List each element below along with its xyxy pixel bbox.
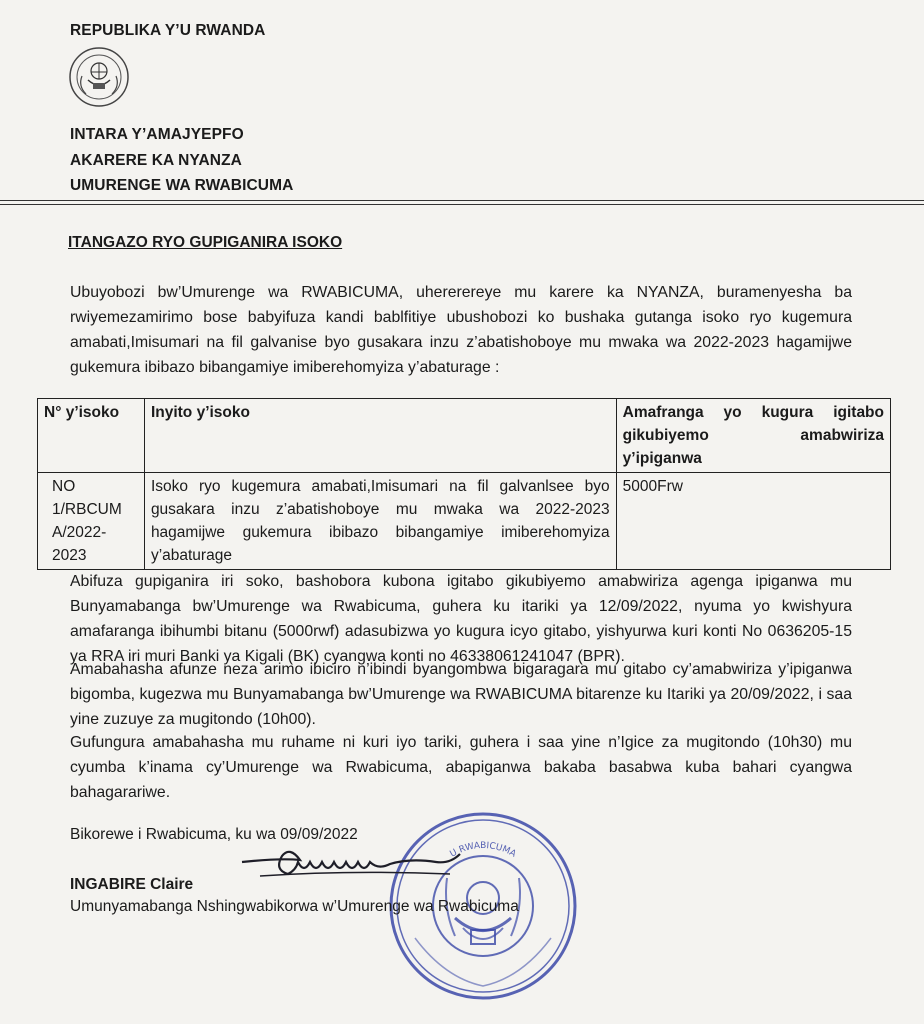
intro-paragraph: Ubuyobozi bw’Umurenge wa RWABICUMA, uhererereye mu karere ka NYANZA, buramenyesha ba rwiyemezamirimo bose babyifuza kandi bablfitiye ubushobozi ko bushaka gutanga isoko ryo kugemura amabati,Imisumari na fil galvanise byo gusakara inzu z’abatishoboye mu mwaka wa 2022-2023 hagamijwe gukemura ibibazo bibangamiye imiberehomyiza y’abaturage : xyxy=(70,284,852,376)
body-paragraph-1: Abifuza gupiganira iri soko, bashobora kubona igitabo gikubiyemo amabwiriza agenga ipiganwa mu Bunyamabanga bw’Umurenge wa Rwabicuma, guhera ku itariki ya 12/09/2022, nyuma yo kwishyura amafaranga ibihumbi bitanu (5000rwf) adasubizwa yo kugura icyo gitabo, yishyurwa kuri konti No 0636205-15 ya RRA iri muri Banki ya Kigali (BK) cyangwa konti no 46338061241047 (BPR). xyxy=(70,573,852,665)
province-name: INTARA Y’AMAJYEPFO xyxy=(70,126,244,143)
signatory-role: Umunyamabanga Nshingwabikorwa w’Umurenge wa Rwabicuma xyxy=(70,898,519,915)
republic-name: REPUBLIKA Y’U RWANDA xyxy=(70,22,266,39)
tender-number-cell: NO 1/RBCUM A/2022-2023 xyxy=(38,473,145,570)
header-tender-name: Inyito y’isoko xyxy=(144,399,616,473)
table-header-row xyxy=(38,399,891,473)
tender-price-cell: 5000Frw xyxy=(616,473,890,570)
tender-name-cell: Isoko ryo kugemura amabati,Imisumari na fil galvanlsee byo gusakara inzu z’abatishoboye mu mwaka wa 2022-2023 hagamijwe gukemura ibibazo bibangamiye imiberehomyiza y’abaturage xyxy=(144,473,616,570)
sector-name: UMURENGE WA RWABICUMA xyxy=(70,177,294,194)
header-divider-secondary xyxy=(0,204,924,205)
notice-title: ITANGAZO RYO GUPIGANIRA ISOKO xyxy=(68,234,343,251)
body-paragraph-2: Amabahasha afunze neza arimo ibiciro n’ibindi byangombwa bigaragara mu gitabo cy’amabwiriza y’ipiganwa bigomba, kugezwa mu Bunyamabanga bw’Umurenge wa RWABICUMA bitarenze ku Itariki ya 20/09/2022, i saa yine zuzuye za mugitondo (10h00). xyxy=(70,661,852,728)
tender-table xyxy=(37,398,891,570)
handwritten-signature xyxy=(240,840,470,890)
body-paragraph-3: Gufungura amabahasha mu ruhame ni kuri iyo tariki, guhera i saa yine n’Igice za mugitondo (10h30) mu cyumba k’inama cy’Umurenge wa Rwabicuma, abapiganwa bakaba basabwa kuba bahari cyangwa bahagarariwe. xyxy=(70,734,852,801)
signed-place-date: Bikorewe i Rwabicuma, ku wa 09/09/2022 xyxy=(70,826,358,843)
signatory-name: INGABIRE Claire xyxy=(70,876,194,893)
header-divider xyxy=(0,200,924,201)
header-tender-number: N° y’isoko xyxy=(38,399,145,473)
header-tender-price xyxy=(616,399,890,473)
table-row xyxy=(38,473,891,570)
header-price-line-1: Amafranga yo kugura igitabo xyxy=(622,404,884,421)
district-name: AKARERE KA NYANZA xyxy=(70,152,242,169)
stamp-arc-text: U RWABICUMA xyxy=(448,841,518,860)
header-price-line-3: y’ipiganwa xyxy=(622,450,702,467)
header-price-line-2: gikubiyemo amabwiriza xyxy=(622,427,884,444)
coat-of-arms-icon xyxy=(68,46,130,108)
